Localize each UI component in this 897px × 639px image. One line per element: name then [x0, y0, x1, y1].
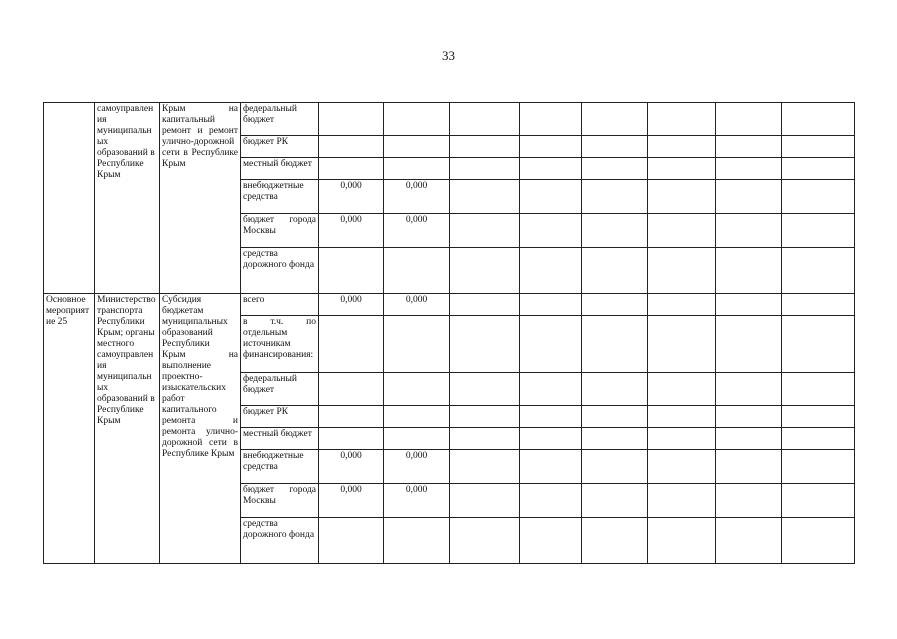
- value-cell: 0,000: [319, 180, 384, 214]
- value-cell: [384, 248, 450, 294]
- funding-source: бюджет города Москвы: [241, 214, 319, 248]
- page-number: 33: [442, 48, 455, 63]
- value-cell: [384, 158, 450, 180]
- value-cell: 0,000: [384, 214, 450, 248]
- value-cell: [319, 316, 384, 373]
- value-cell: 0,000: [384, 450, 450, 484]
- table-row: [44, 103, 855, 136]
- value-cell: [384, 406, 450, 428]
- funding-source: средства дорожного фонда: [241, 248, 319, 294]
- value-cell: [384, 103, 450, 136]
- value-cell: [319, 136, 384, 158]
- value-cell: [384, 373, 450, 406]
- measure-cell: [44, 103, 95, 294]
- value-cell: 0,000: [319, 450, 384, 484]
- value-cell: 0,000: [319, 214, 384, 248]
- funding-source: бюджет РК: [241, 406, 319, 428]
- value-cell: [319, 518, 384, 564]
- value-cell: [384, 428, 450, 450]
- value-cell: 0,000: [319, 484, 384, 518]
- funding-source: всего: [241, 294, 319, 316]
- value-cell: 0,000: [384, 294, 450, 316]
- executor-cell: самоуправлен ия муниципальн ых образований в Республике Крым: [95, 103, 160, 294]
- funding-source: федеральный бюджет: [241, 103, 319, 136]
- value-cell: [319, 406, 384, 428]
- measure-cell: Основное мероприят ие 25: [44, 294, 95, 564]
- funding-source: внебюджетные средства: [241, 180, 319, 214]
- funding-source: в т.ч. по отдельным источникам финансирования:: [241, 316, 319, 373]
- table-row: [44, 294, 855, 316]
- funding-source: средства дорожного фонда: [241, 518, 319, 564]
- funding-table: [43, 102, 855, 564]
- value-cell: [384, 518, 450, 564]
- value-cell: [319, 158, 384, 180]
- value-cell: [384, 316, 450, 373]
- funding-source: внебюджетные средства: [241, 450, 319, 484]
- funding-source: местный бюджет: [241, 158, 319, 180]
- task-cell: Субсидия бюджетам муниципальных образований Республики Крым на выполнение проектно-изыскательских работ капитального ремонта и ремонта улично-дорожной сети в Республике Крым: [160, 294, 241, 564]
- value-cell: 0,000: [319, 294, 384, 316]
- funding-source: бюджет города Москвы: [241, 484, 319, 518]
- funding-source: федеральный бюджет: [241, 373, 319, 406]
- value-cell: 0,000: [384, 484, 450, 518]
- value-cell: [319, 428, 384, 450]
- value-cell: [384, 136, 450, 158]
- value-cell: [319, 248, 384, 294]
- executor-cell: Министерство транспорта Республики Крым; органы местного самоуправлен ия муниципальн ых образований в Республике Крым: [95, 294, 160, 564]
- value-cell: 0,000: [384, 180, 450, 214]
- value-cell: [319, 373, 384, 406]
- funding-source: местный бюджет: [241, 428, 319, 450]
- funding-source: бюджет РК: [241, 136, 319, 158]
- task-cell: Крым на капитальный ремонт и ремонт улично-дорожной сети в Республике Крым: [160, 103, 241, 294]
- value-cell: [319, 103, 384, 136]
